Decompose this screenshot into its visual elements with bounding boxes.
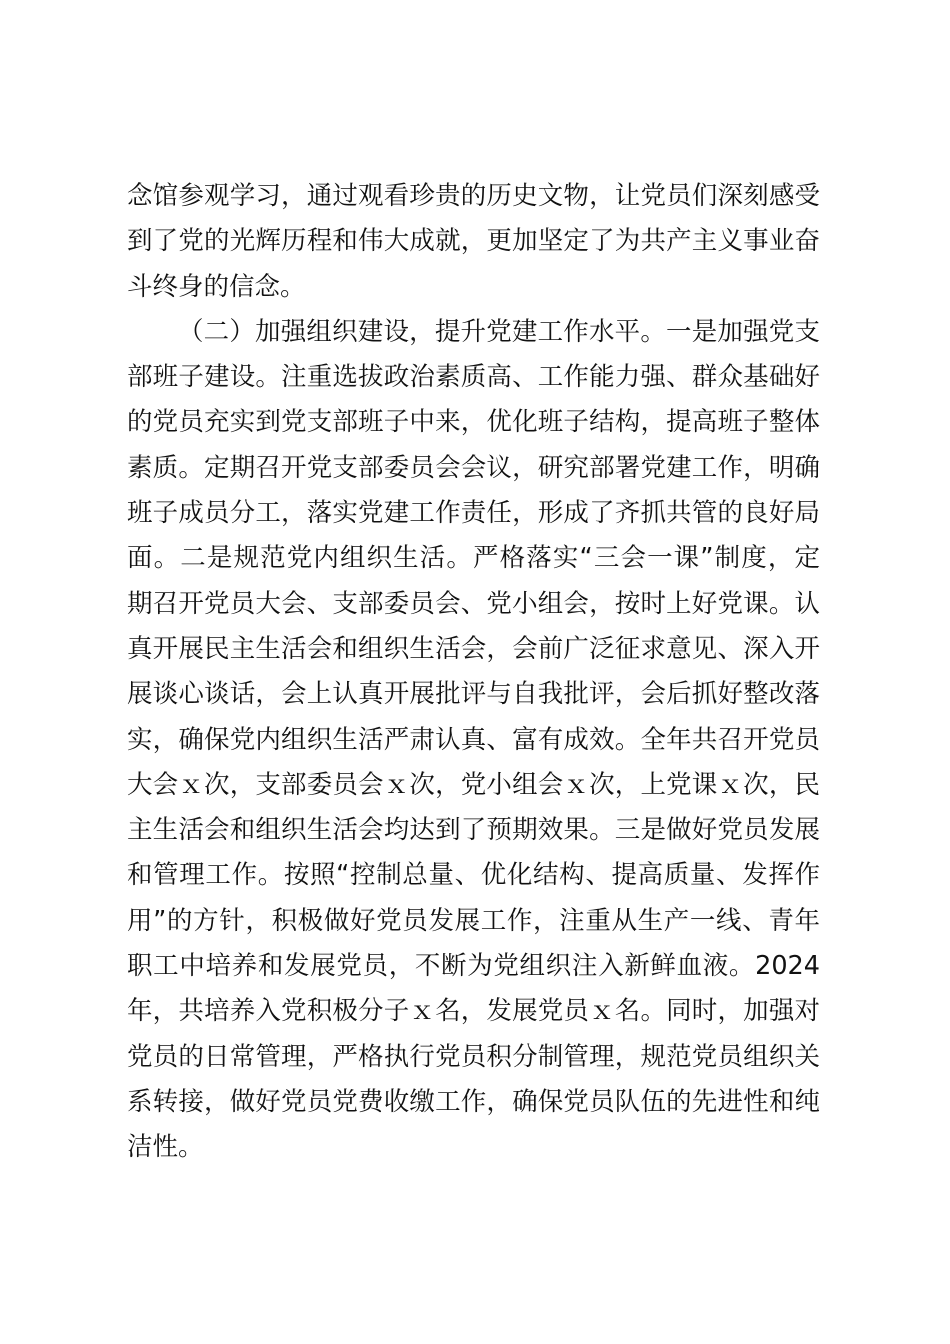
- text-line: 和管理工作。按照“控制总量、优化结构、提高质量、发挥作: [127, 860, 820, 891]
- text-line: 展谈心谈话，会上认真开展批评与自我批评，会后抓好整改落: [127, 679, 820, 710]
- text-line: 面。二是规范党内组织生活。严格落实“三会一课”制度，定: [127, 543, 820, 574]
- paragraph-1: [127, 174, 820, 310]
- text-line: 斗终身的信念。: [127, 271, 306, 302]
- paragraph-2: [127, 310, 820, 1171]
- text-line: 部班子建设。注重选拔政治素质高、工作能力强、群众基础好: [127, 362, 820, 393]
- text-line: 到了党的光辉历程和伟大成就，更加坚定了为共产主义事业奋: [127, 226, 820, 257]
- text-line: 班子成员分工，落实党建工作责任，形成了齐抓共管的良好局: [127, 498, 820, 529]
- text-line: 期召开党员大会、支部委员会、党小组会，按时上好党课。认: [127, 588, 820, 619]
- text-line: 党员的日常管理，严格执行党员积分制管理，规范党员组织关: [127, 1041, 820, 1072]
- text-line: 职工中培养和发展党员，不断为党组织注入新鲜血液。2024: [127, 951, 820, 982]
- text-line: 实，确保党内组织生活严肃认真、富有成效。全年共召开党员: [127, 724, 820, 755]
- text-line: 念馆参观学习，通过观看珍贵的历史文物，让党员们深刻感受: [127, 181, 820, 211]
- text-line: 主生活会和组织生活会均达到了预期效果。三是做好党员发展: [127, 815, 820, 846]
- text-line: 素质。定期召开党支部委员会会议，研究部署党建工作，明确: [127, 452, 820, 483]
- text-line: 大会ｘ次，支部委员会ｘ次，党小组会ｘ次，上党课ｘ次，民: [127, 769, 820, 800]
- text-line: 真开展民主生活会和组织生活会，会前广泛征求意见、深入开: [127, 633, 820, 664]
- text-line: （二）加强组织建设，提升党建工作水平。一是加强党支: [178, 316, 820, 347]
- text-line: 用”的方针，积极做好党员发展工作，注重从生产一线、青年: [127, 905, 820, 936]
- document-body: [127, 174, 820, 1171]
- text-line: 年，共培养入党积极分子ｘ名，发展党员ｘ名。同时，加强对: [127, 996, 820, 1027]
- text-line: 洁性。: [127, 1132, 204, 1163]
- text-line: 系转接，做好党员党费收缴工作，确保党员队伍的先进性和纯: [127, 1086, 820, 1117]
- text-line: 的党员充实到党支部班子中来，优化班子结构，提高班子整体: [127, 407, 820, 438]
